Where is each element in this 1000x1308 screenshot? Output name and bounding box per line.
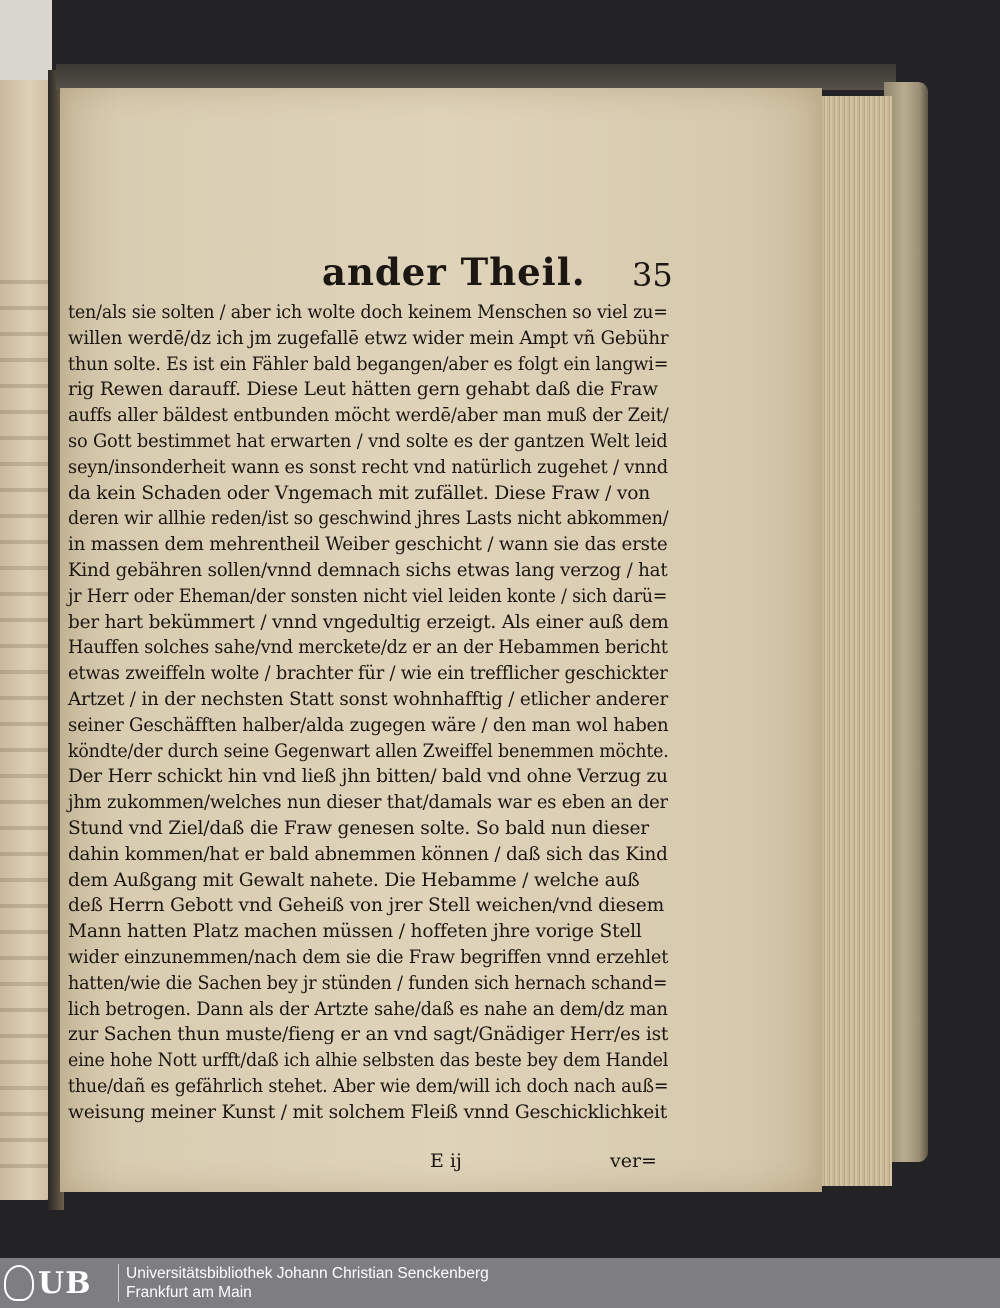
text-line: in massen dem mehrentheil Weiber geschicht / wann sie das erste [68, 534, 668, 556]
text-line: seiner Geschäfften halber/alda zugegen wäre / den man wol haben [68, 714, 669, 736]
library-city: Frankfurt am Main [126, 1284, 252, 1301]
text-line: Stund vnd Ziel/daß die Fraw genesen solte. So bald nun dieser [68, 817, 649, 839]
text-line: köndte/der durch seine Gegenwart allen Zweiffel benemmen möchte. [68, 740, 669, 762]
book-cover-top [56, 64, 896, 90]
footer-divider [118, 1264, 119, 1302]
signature-mark: E ij [430, 1150, 462, 1172]
text-line: wider einzunemmen/nach dem sie die Fraw begriffen vnnd erzehlet [68, 946, 669, 968]
page-header [60, 250, 822, 300]
text-line: Mann hatten Platz machen müssen / hoffeten jhre vorige Stell [68, 921, 642, 943]
text-line: auffs aller bäldest entbunden möcht werdē/aber man muß der Zeit/ [68, 405, 669, 427]
facing-page-edge [0, 80, 52, 1200]
page-block-edges [822, 96, 892, 1186]
text-line: hatten/wie die Sachen bey jr stünden / funden sich hernach schand= [68, 972, 668, 994]
text-line: weisung meiner Kunst / mit solchem Fleiß vnnd Geschicklichkeit [68, 1101, 668, 1123]
text-line: rig Rewen darauff. Diese Leut hätten gern gehabt daß die Fraw [68, 379, 658, 401]
text-line: zur Sachen thun muste/fieng er an vnd sagt/Gnädiger Herr/es ist [68, 1024, 669, 1046]
text-line: Artzet / in der nechsten Statt sonst wohnhafftig / etlicher anderer [68, 688, 669, 710]
text-line: dahin kommen/hat er bald abnemmen können / daß sich das Kind [68, 843, 668, 865]
footer-caption [126, 1264, 489, 1302]
left-margin-strip [0, 0, 52, 90]
catchline [430, 1150, 670, 1180]
library-logo [4, 1262, 116, 1304]
running-head: ander Theil. [322, 250, 586, 294]
text-line: deß Herrn Gebott vnd Geheiß von jrer Stell weichen/vnd diesem [68, 895, 665, 917]
text-line: willen werdē/dz ich jm zugefallē etwz wider mein Ampt vñ Gebühr [68, 327, 669, 349]
text-line: etwas zweiffeln wolte / brachter für / wie ein trefflicher geschickter [68, 663, 668, 685]
text-line: jhm zukommen/welches nun dieser that/damals war es eben an der [68, 792, 668, 814]
text-line: da kein Schaden oder Vngemach mit zufället. Diese Fraw / von [68, 482, 650, 504]
catchword: ver= [610, 1150, 657, 1172]
text-line: dem Außgang mit Gewalt nahete. Die Hebamme / welche auß [68, 869, 640, 891]
text-line: seyn/insonderheit wann es sonst recht vnd natürlich zugehet / vnnd [68, 456, 668, 478]
library-footer [0, 1258, 1000, 1308]
page-number: 35 [632, 256, 673, 294]
book-page [60, 88, 822, 1192]
body-text [68, 300, 668, 1126]
text-line: eine hohe Nott urfft/daß ich alhie selbsten das beste bey dem Handel [68, 1050, 669, 1072]
text-line: ten/als sie solten / aber ich wolte doch keinem Menschen so viel zu= [68, 302, 668, 323]
text-line: thue/dañ es gefährlich stehet. Aber wie dem/will ich doch nach auß= [68, 1075, 669, 1097]
text-line: ber hart bekümmert / vnnd vngedultig erzeigt. Als einer auß dem [68, 611, 669, 633]
text-line: lich betrogen. Dann als der Artzte sahe/daß es nahe an dem/dz man [68, 998, 668, 1020]
text-line: Hauffen solches sahe/vnd merckete/dz er an der Hebammen bericht [68, 637, 668, 659]
facing-page-text-remnant [0, 280, 48, 1180]
text-line: Der Herr schickt hin vnd ließ jhn bitten/ bald vnd ohne Verzug zu [68, 766, 668, 788]
text-line: thun solte. Es ist ein Fähler bald begangen/aber es folgt ein langwi= [68, 353, 669, 375]
seal-icon [4, 1265, 34, 1301]
text-line: deren wir allhie reden/ist so geschwind jhres Lasts nicht abkommen/ [68, 508, 669, 530]
logo-text: UB [38, 1265, 92, 1301]
text-line: jr Herr oder Eheman/der sonsten nicht viel leiden konte / sich darü= [68, 585, 668, 607]
text-line: so Gott bestimmet hat erwarten / vnd solte es der gantzen Welt leid [68, 430, 668, 452]
library-name: Universitätsbibliothek Johann Christian Senckenberg [126, 1265, 489, 1282]
text-line: Kind gebähren sollen/vnnd demnach sichs etwas lang verzog / hat [68, 559, 668, 581]
